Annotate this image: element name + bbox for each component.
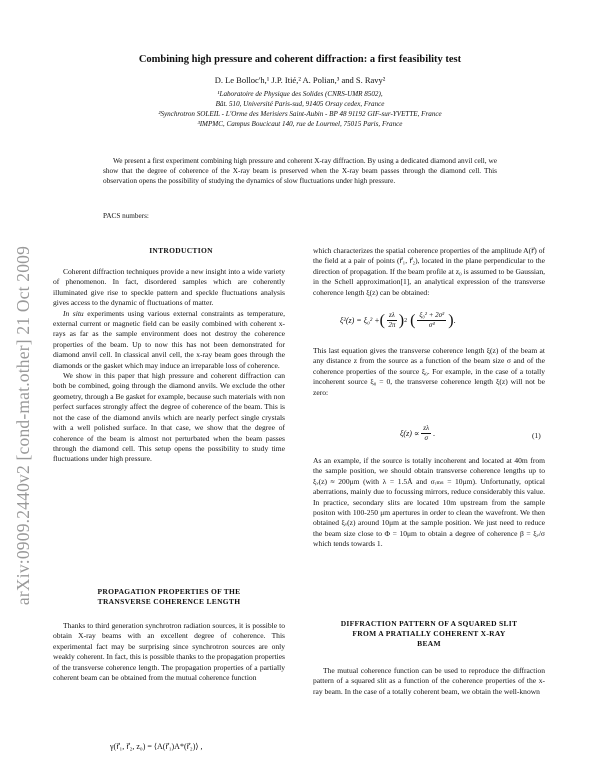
denominator: σ⁴ xyxy=(428,321,435,329)
equation-1: ξ(z) ∝ $\frac{z\lambda}{\sigma}$ . xyxy=(400,424,436,442)
paren: ) xyxy=(448,311,454,329)
affiliation-line: ¹Laboratoire de Physique des Solides (CNRS-UMR 8502), xyxy=(217,90,383,98)
right-column-top xyxy=(313,246,545,298)
right-column-middle xyxy=(313,346,545,398)
numerator: ξ₀² + 2σ² xyxy=(419,311,445,319)
paper-title: Combining high pressure and coherent diffraction: a first feasibility test xyxy=(138,54,462,65)
arxiv-identifier: arXiv:0909.2440v2 [cond-mat.other] 21 Oct 2009 xyxy=(13,245,34,605)
section-heading-introduction: INTRODUCTION xyxy=(149,246,213,255)
fraction xyxy=(421,424,431,443)
section-heading-propagation xyxy=(53,587,285,607)
numerator: zλ xyxy=(423,424,430,432)
heading-line: DIFFRACTION PATTERN OF A SQUARED SLIT xyxy=(340,619,518,628)
numerator: zλ xyxy=(389,311,395,319)
right-column-diffraction xyxy=(313,666,545,697)
italic-lead: In situ xyxy=(63,308,84,318)
denominator: σ xyxy=(424,434,428,442)
affiliation-line: ²Synchrotron SOLEIL - L'Orme des Merisiers Saint-Aubin - BP 48 91192 GIF-sur-YVETTE, France xyxy=(158,110,442,118)
fraction xyxy=(387,311,397,330)
equation-lhs: ξ²(z) = ξ₀² + xyxy=(340,316,380,325)
paren: ( xyxy=(379,311,385,329)
abstract: We present a first experiment combining high pressure and coherent X-ray diffraction. By using a dedicated diamond anvil cell, we show that the degree of coherence of the X-ray beam is preserved when the X-ray beam passes through the diamond cell. This observation opens the possibility of studying the dynamics of slow fluctuations under high pressure. xyxy=(103,156,497,185)
affiliation-line: ³IMPMC, Campus Boucicaut 140, rue de Lourmel, 75015 Paris, France xyxy=(197,120,403,128)
affiliation-line: Bât. 510, Université Paris-sud, 91405 Orsay cedex, France xyxy=(215,100,385,108)
paragraph: We show in this paper that high pressure and coherent diffraction can both be combined, going through the diamond anvils. We exclude the other geometry, through a Be gasket for example, because such materials with non perfect surfaces strongly affect the degree of coherence of the beam. This is not the case of the diamond anvils which are nearly perfect single crystals with a well polished surface. In that case, we show that the degree of coherence of the beam is almost not perturbated when the beam passes through the diamond cell. This setup opens the possibility to study time fluctuations under high pressure. xyxy=(53,371,285,464)
equation-number: (1) xyxy=(532,431,541,440)
heading-line: BEAM xyxy=(417,639,441,648)
denominator: 2π xyxy=(388,321,396,329)
heading-line: FROM A PRATIALLY COHERENT X-RAY xyxy=(352,629,506,638)
equation-coherence-length-squared: ξ²(z) = ξ₀² + ( $\frac{z\lambda}{2\pi}$ ) 2 ( $\frac{\text{ξ₀² + 2σ²}}{\text{σ⁴}}$ ) . xyxy=(340,311,456,329)
paragraph: As an example, if the source is totally incoherent and located at 40m from the sample position, we should obtain transverse coherence lengths up to ξᵥ(z) ≈ 200μm (with λ = 1.5Å and σᵣₘₛ = 10μm). Unfortunatly, optical aberrations, mainly due to focussing mirrors, reduce considerably this value. In practice, secondary slits are located 10m upstream from the sample positon with 100-250 μm apertures in order to clean the wavefront. We then obtained ξᵥ(z) around 10μm at the sample position. We just need to reduce the beam size close to Φ = 10μm to obtain a degree of coherence β = ξᵥ/σ which tends towards 1. xyxy=(313,456,545,549)
section-heading-diffraction xyxy=(313,619,545,649)
paragraph: Thanks to third generation synchrotron radiation sources, it is possible to obtain X-ray beams with an excellent degree of coherence. This experimental fact may be surprising since synchrotron sources are only weakly coherent. In fact, this is possible thanks to the propagation properties of the transverse coherence length. The propagation properties of a partially coherent beam can be obtained from the mutual coherence function xyxy=(53,621,285,683)
heading-line: TRANSVERSE COHERENCE LENGTH xyxy=(97,597,241,606)
paragraph-text: experiments using various external constraints as temperature, external current or magnetic field can be easily combined with coherent x-rays as far as the sample environment does not destroy the coherence properties of the beam. Up to now this has not been demonstrated for diamond anvil cell. In classical anvil cell, the x-ray beam goes through the diamonds or the gasket which may induce an irreparable loss of coherence. xyxy=(53,308,286,370)
paren: ) xyxy=(398,311,405,329)
paragraph xyxy=(53,309,285,371)
right-column-example xyxy=(313,456,545,550)
heading-line: PROPAGATION PROPERTIES OF THE xyxy=(97,587,241,596)
equation-mutual-coherence: γ(r⃗₁, r⃗₂, z₀) = ⟨A(r⃗₁)A*(r⃗₂)⟩ , xyxy=(110,742,203,751)
fraction xyxy=(417,311,446,330)
left-column-propagation xyxy=(53,621,285,683)
author-list: D. Le Bolloc'h,¹ J.P. Itié,² A. Polian,³ and S. Ravy² xyxy=(214,75,386,85)
paragraph: This last equation gives the transverse coherence length ξ(z) of the beam at any distance z from the source as a function of the beam size σ and of the coherence properties of the source ξ₀. For example, in the case of a totally incoherent source ξ₀ = 0, the transverse coherence length ξ(z) will not be zero: xyxy=(313,346,545,397)
paren: ( xyxy=(410,311,416,329)
left-column-intro xyxy=(53,267,285,465)
paragraph: The mutual coherence function can be used to reproduce the diffraction pattern of a squared slit as a function of the coherence properties of the x-ray beam. In the case of a totally coherent beam, we obtain the well-known xyxy=(313,666,545,696)
paragraph: Coherent diffraction techniques provide a new insight into a wide variety of phenomenon. In fact, disordered samples which are coherently illuminated give rise to speckle pattern and speckle fluctuations analysis gives access to the dynamic of fluctuations of matter. xyxy=(53,267,285,308)
paragraph: which characterizes the spatial coherence properties of the amplitude A(r⃗) of the field at a pair of points (r⃗₁, r⃗₂), located in the plane perpendicular to the direction of propagation. If the beam profile at z₀ is assumed to be Gaussian, in the Schell approximation[1], an analytical expression of the transverse coherence length ξ(z) can be obtained: xyxy=(313,246,545,297)
arxiv-side-stamp xyxy=(11,175,37,675)
equation-lhs: ξ(z) ∝ xyxy=(400,429,420,438)
pacs-numbers: PACS numbers: xyxy=(103,212,149,220)
